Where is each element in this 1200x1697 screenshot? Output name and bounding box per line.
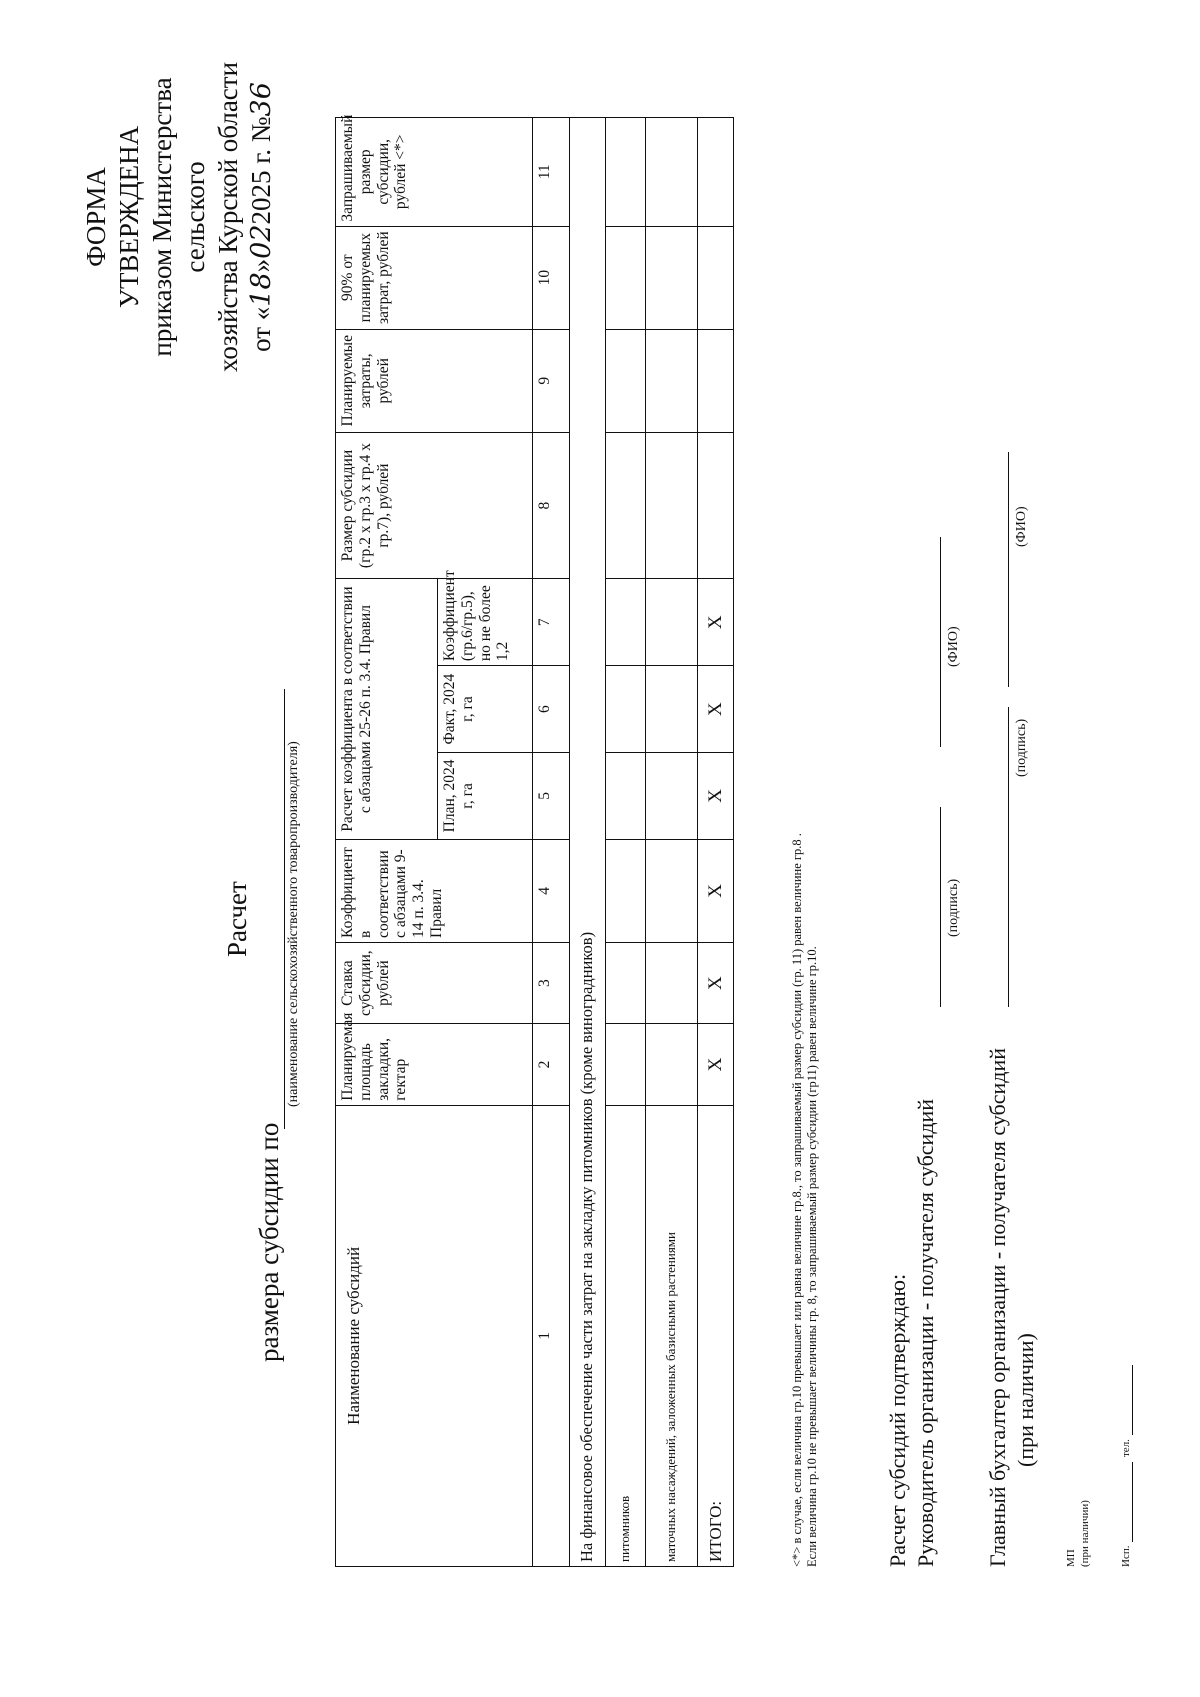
colnum: 1: [533, 1105, 570, 1566]
head-fio-line: [940, 537, 941, 747]
table-row: [606, 118, 646, 1567]
x-mark: Х: [698, 839, 734, 942]
approval-header: [80, 27, 278, 407]
header-col10: 90% от планируемых затрат, рублей: [336, 226, 533, 329]
accountant-label: Главный бухгалтер организации - получателя субсидий: [985, 1047, 1010, 1567]
colnum: 6: [533, 666, 570, 753]
confirm-label: Расчет субсидий подтверждаю:: [885, 1273, 910, 1567]
x-mark: Х: [698, 753, 734, 840]
footnote-line-2: Если величина гр.10 не превышает величины гр. 8, то запрашиваемый размер субсидии (гр11) равен величине гр.10.: [805, 946, 819, 1567]
header-col4: Коэффициент в соответствии с абзацами 9-14 п. 3.4. Правил: [336, 839, 533, 942]
section-title: На финансовое обеспечение части затрат на закладку питомников (кроме виноградников): [570, 118, 606, 1567]
form-label: ФОРМА: [81, 167, 111, 267]
document-title: Расчет: [222, 881, 252, 957]
x-mark: Х: [698, 666, 734, 753]
header-group-5-7: Расчет коэффициента в соответствии с абзацами 25-26 п. 3.4. Правил: [336, 579, 438, 839]
order-line-1: приказом Министерства сельского: [147, 77, 210, 357]
header-col2: Планируемая площадь закладки, гектар: [336, 1024, 533, 1105]
accountant-signature-line: [1008, 707, 1009, 1007]
colnum: 7: [533, 579, 570, 666]
header-col8: Размер субсидии (гр.2 х гр.3 х гр.4 х гр.7), рублей: [336, 432, 533, 579]
document-subtitle: размера субсидии по: [254, 1122, 284, 1362]
total-label: ИТОГО:: [698, 1105, 734, 1566]
table-row: [646, 118, 698, 1567]
tel-label: тел.: [1120, 1439, 1132, 1457]
colnum: 8: [533, 432, 570, 579]
accountant-sign-caption: (подпись): [1014, 718, 1029, 777]
head-fio-caption: (ФИО): [946, 626, 961, 667]
handwritten-number: 36: [246, 82, 277, 117]
producer-name-line: [284, 689, 285, 1129]
x-mark: Х: [698, 942, 734, 1023]
header-col5: План, 2024 г, га: [438, 753, 533, 840]
header-col7: Коэффициент (гр.6/гр.5), но не более 1,2: [438, 579, 533, 666]
colnum: 11: [533, 118, 570, 227]
header-col11: Запрашиваемый размер субсидии, рублей <*>: [336, 118, 533, 227]
producer-caption: (наименование сельскохозяйственного товаропроизводителя): [286, 741, 301, 1107]
handwritten-day: 18: [246, 272, 277, 307]
head-label: Руководитель организации - получателя субсидий: [913, 1098, 938, 1567]
accountant-if-any: (при наличии): [1013, 1333, 1038, 1467]
colnum: 4: [533, 839, 570, 942]
row-name: маточных насаждений, заложенных базисными растениями: [646, 1105, 698, 1566]
header-col9: Планируемые затраты, рублей: [336, 329, 533, 432]
mp-label: МП: [1065, 1549, 1077, 1567]
head-sign-caption: (подпись): [946, 878, 961, 937]
header-col3: Ставка субсидии, рублей: [336, 942, 533, 1023]
order-line-2: хозяйства Курской области: [213, 61, 243, 373]
colnum: 5: [533, 753, 570, 840]
mp-if-any: (при наличии): [1079, 1500, 1091, 1567]
order-date: от «18»022025 г. №36: [246, 82, 277, 352]
handwritten-month: 02: [246, 224, 277, 259]
subsidy-table: [335, 114, 734, 1567]
colnum: 9: [533, 329, 570, 432]
row-name: питомников: [606, 1105, 646, 1566]
header-col6: Факт, 2024 г, га: [438, 666, 533, 753]
isp-label: Исп.: [1120, 1545, 1132, 1567]
column-numbers-row: [533, 118, 570, 1567]
accountant-fio-line: [1008, 452, 1009, 687]
colnum: 3: [533, 942, 570, 1023]
head-signature-line: [940, 807, 941, 1007]
colnum: 2: [533, 1024, 570, 1105]
section-row: [570, 118, 606, 1567]
footnote-line-1: <*> в случае, если величина гр.10 превышает или равна величине гр.8., то запрашиваемый размер субсидии (гр. 11) равен величине гр.8 .: [790, 833, 804, 1567]
x-mark: Х: [698, 579, 734, 666]
table-header-row: [336, 118, 438, 1567]
header-name: Наименование субсидий: [336, 1105, 533, 1566]
footnote: [790, 117, 820, 1567]
x-mark: Х: [698, 1024, 734, 1105]
colnum: 10: [533, 226, 570, 329]
approved-label: УТВЕРЖДЕНА: [114, 125, 144, 309]
accountant-fio-caption: (ФИО): [1014, 506, 1029, 547]
total-row: [698, 118, 734, 1567]
isp-line: [1132, 1462, 1133, 1542]
tel-line: [1132, 1365, 1133, 1435]
